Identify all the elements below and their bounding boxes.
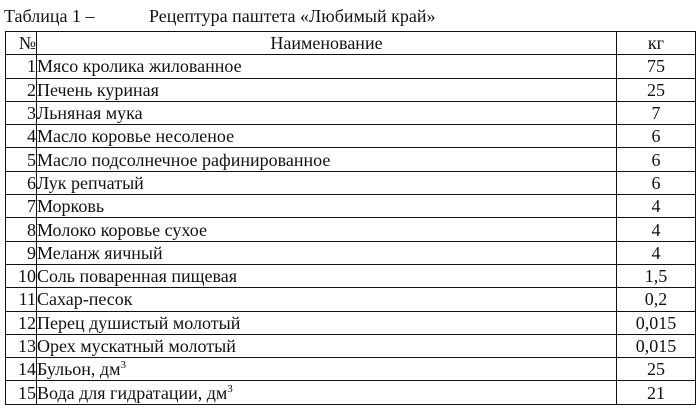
table-row xyxy=(6,218,696,241)
quantity-value: 4 xyxy=(617,241,696,264)
table-row xyxy=(6,148,696,171)
header-number: № xyxy=(6,32,37,55)
ingredient-name: Бульон, дм xyxy=(37,359,121,380)
quantity-value: 6 xyxy=(617,125,696,148)
ingredient-name: Орех мускатный молотый xyxy=(37,336,236,356)
ingredient-name: Перец душистый молотый xyxy=(37,312,241,333)
quantity-value: 0,015 xyxy=(617,334,696,357)
ingredient-name: Морковь xyxy=(37,196,105,217)
row-number: 14 xyxy=(6,358,37,381)
row-number: 1 xyxy=(6,55,37,78)
table-caption xyxy=(4,3,435,29)
ingredient-name-cell xyxy=(37,78,617,101)
table-row xyxy=(6,125,696,148)
table-number-label: Таблица 1 – xyxy=(4,6,95,26)
quantity-value: 4 xyxy=(617,218,696,241)
ingredient-name-cell xyxy=(37,264,617,287)
quantity-value: 6 xyxy=(617,148,696,171)
ingredient-name: Масло подсолнечное рафинированное xyxy=(37,149,331,170)
header-unit: кг xyxy=(617,32,696,55)
row-number: 11 xyxy=(6,288,37,311)
ingredient-name-cell xyxy=(37,148,617,171)
unit-exponent: 3 xyxy=(227,382,233,395)
ingredient-name: Молоко коровье сухое xyxy=(37,219,207,240)
table-row xyxy=(6,288,696,311)
ingredient-name: Соль поваренная пищевая xyxy=(37,266,238,287)
table-row xyxy=(6,55,696,78)
ingredient-name-cell xyxy=(37,358,617,381)
table-row xyxy=(6,171,696,194)
ingredient-name-cell xyxy=(37,195,617,218)
ingredient-name: Меланж яичный xyxy=(37,242,163,263)
ingredient-name-cell xyxy=(37,334,617,357)
row-number: 5 xyxy=(6,148,37,171)
table-row xyxy=(6,78,696,101)
quantity-value: 6 xyxy=(617,171,696,194)
table-row xyxy=(6,311,696,334)
quantity-value: 75 xyxy=(617,55,696,78)
ingredient-name: Масло коровье несоленое xyxy=(37,126,235,147)
row-number: 12 xyxy=(6,311,37,334)
table-row xyxy=(6,101,696,124)
ingredient-name: Мясо кролика жилованное xyxy=(37,56,242,77)
recipe-table xyxy=(5,31,696,405)
table-row xyxy=(6,381,696,404)
ingredient-name-cell xyxy=(37,171,617,194)
row-number: 7 xyxy=(6,195,37,218)
table-row xyxy=(6,195,696,218)
ingredient-name: Сахар-песок xyxy=(37,289,133,310)
unit-exponent: 3 xyxy=(120,359,126,372)
ingredient-name: Вода для гидратации, дм xyxy=(37,382,228,403)
ingredient-name-cell xyxy=(37,381,617,404)
row-number: 8 xyxy=(6,218,37,241)
ingredient-name-cell xyxy=(37,288,617,311)
row-number: 6 xyxy=(6,171,37,194)
quantity-value: 25 xyxy=(617,78,696,101)
table-title: Рецептура паштета «Любимый край» xyxy=(149,6,436,26)
row-number: 4 xyxy=(6,125,37,148)
ingredient-name: Льняная мука xyxy=(37,103,143,124)
ingredient-name-cell xyxy=(37,55,617,78)
quantity-value: 1,5 xyxy=(617,264,696,287)
row-number: 3 xyxy=(6,101,37,124)
ingredient-name-cell xyxy=(37,101,617,124)
ingredient-name-cell xyxy=(37,241,617,264)
row-number: 10 xyxy=(6,264,37,287)
table-row xyxy=(6,264,696,287)
row-number: 13 xyxy=(6,334,37,357)
header-row xyxy=(6,32,696,55)
table-row xyxy=(6,241,696,264)
table-row xyxy=(6,334,696,357)
ingredient-name: Лук репчатый xyxy=(37,172,144,193)
row-number: 9 xyxy=(6,241,37,264)
ingredient-name-cell xyxy=(37,125,617,148)
quantity-value: 4 xyxy=(617,195,696,218)
quantity-value: 0,2 xyxy=(617,288,696,311)
ingredient-name-cell xyxy=(37,311,617,334)
row-number: 2 xyxy=(6,78,37,101)
header-name: Наименование xyxy=(37,32,617,55)
quantity-value: 0,015 xyxy=(617,311,696,334)
row-number: 15 xyxy=(6,381,37,404)
quantity-value: 25 xyxy=(617,358,696,381)
quantity-value: 21 xyxy=(617,381,696,404)
ingredient-name: Печень куриная xyxy=(37,79,159,100)
ingredient-name-cell xyxy=(37,218,617,241)
table-row xyxy=(6,358,696,381)
quantity-value: 7 xyxy=(617,101,696,124)
table-body xyxy=(6,55,696,404)
